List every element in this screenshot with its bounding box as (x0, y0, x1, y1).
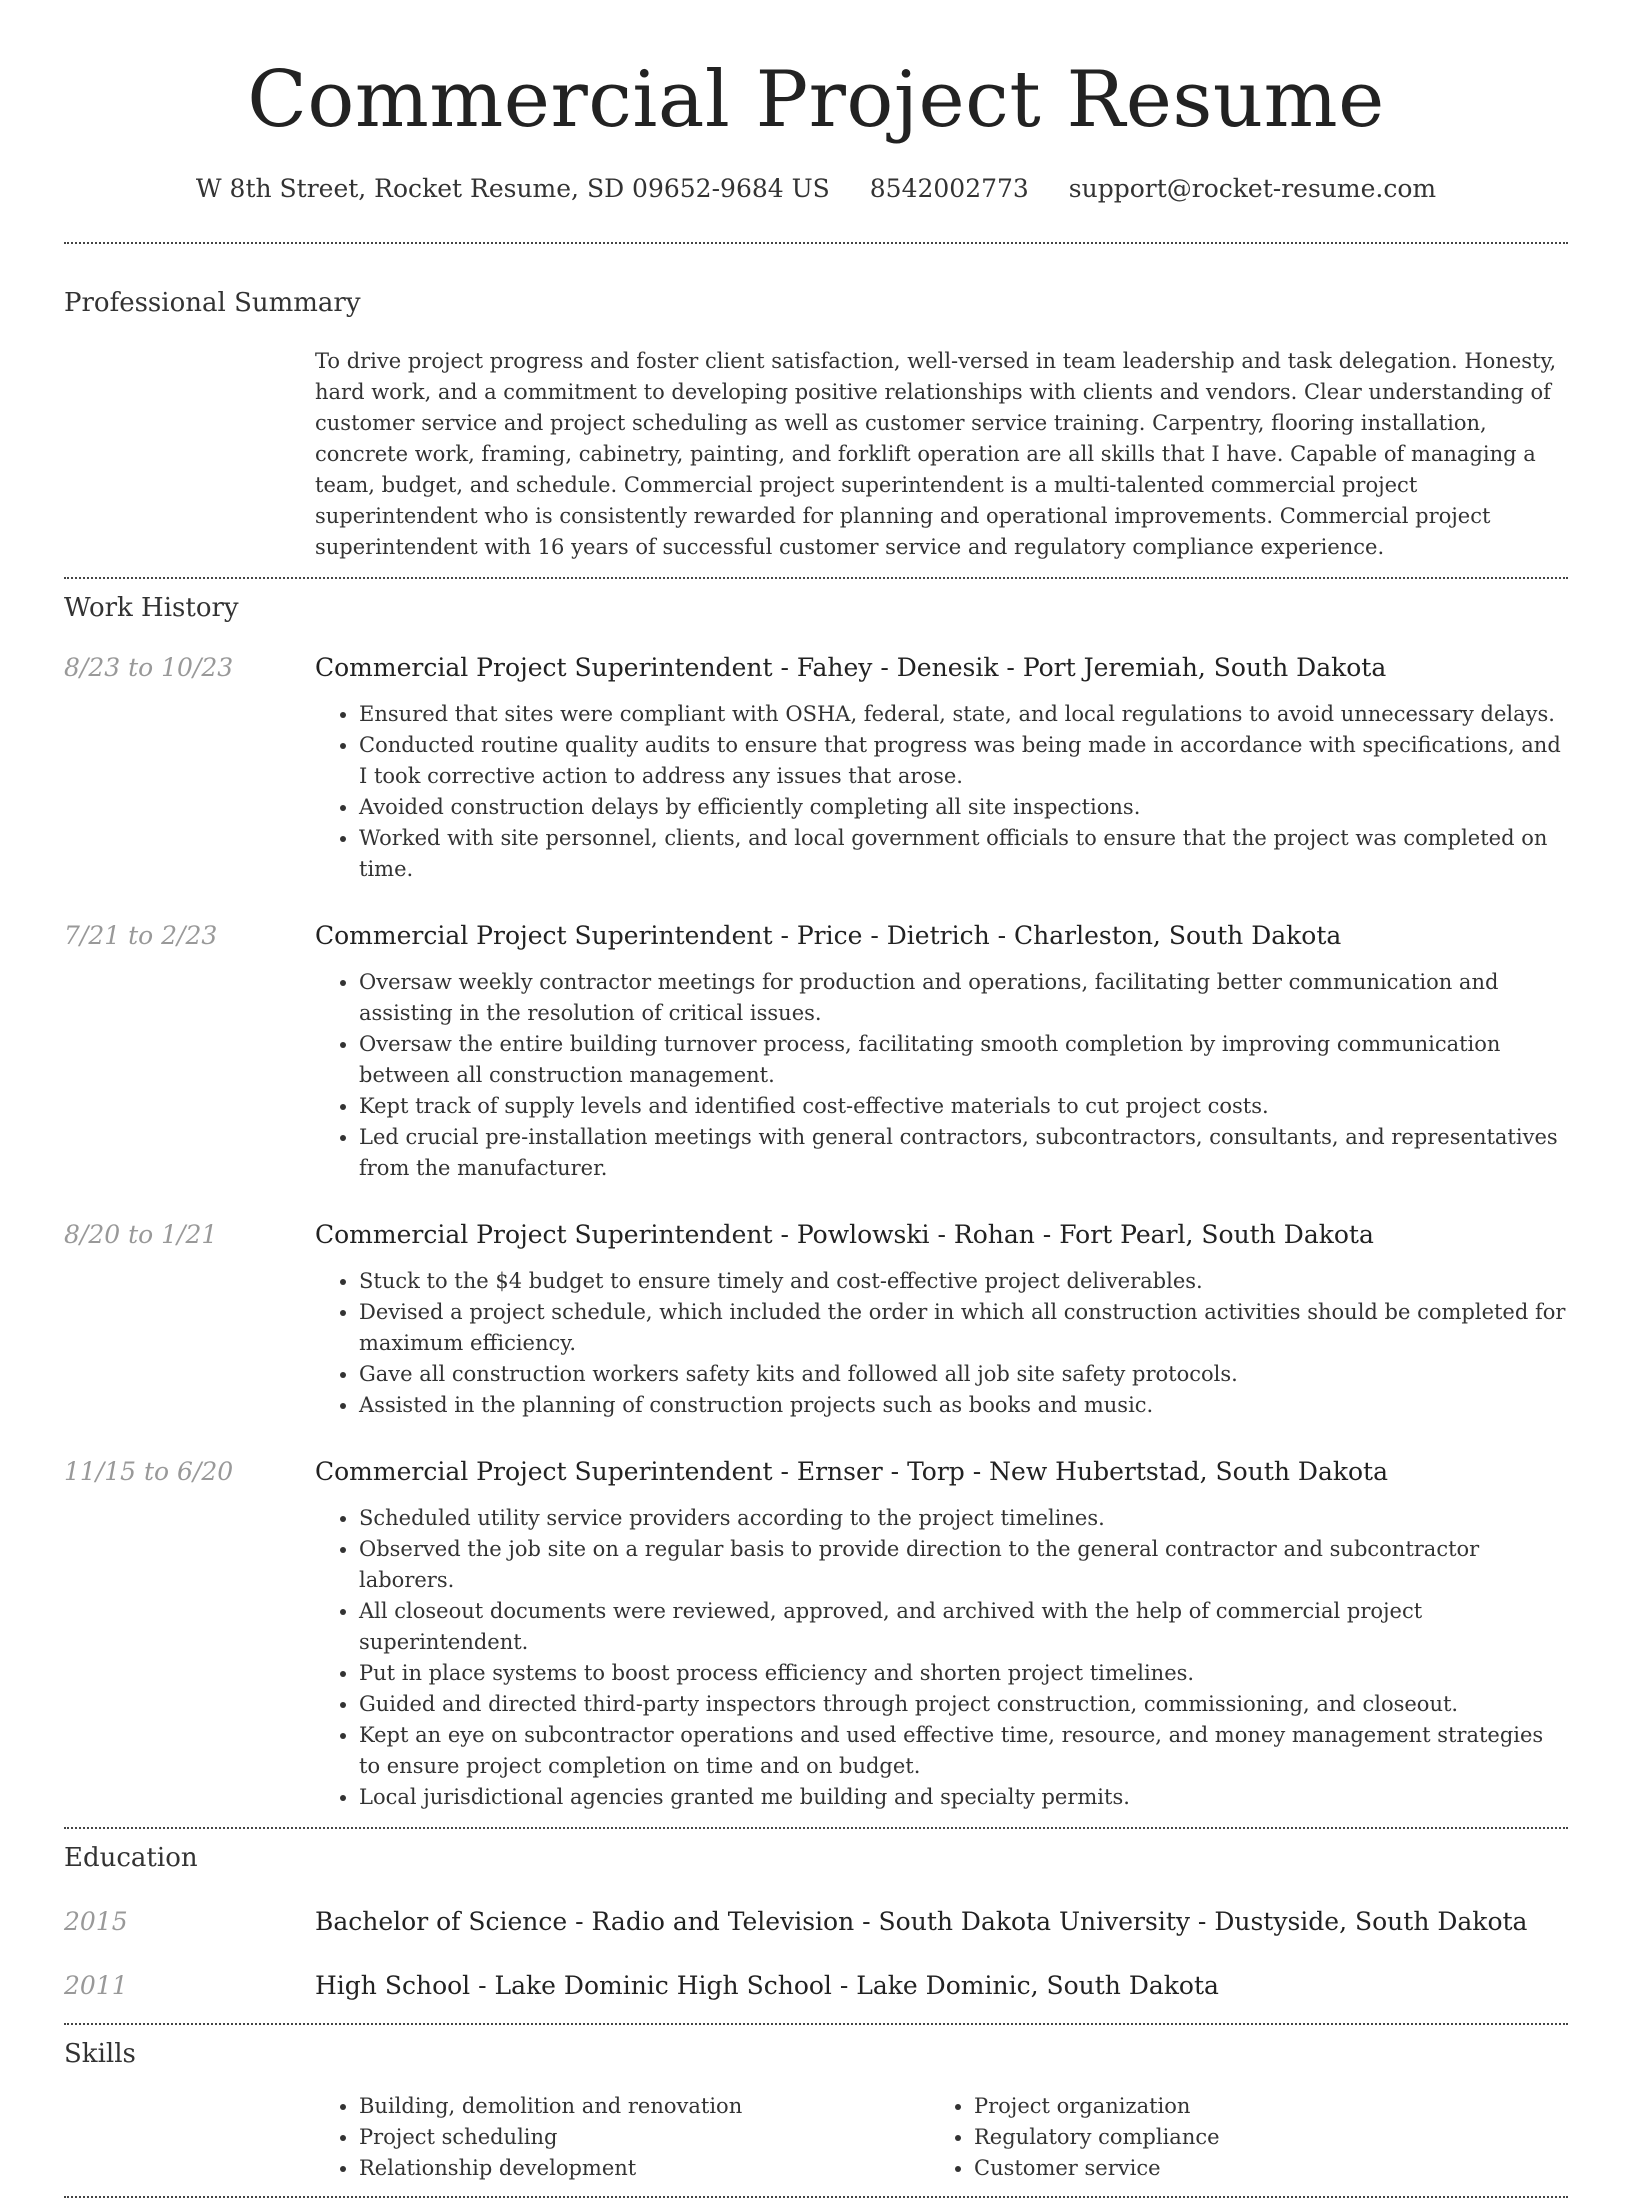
list-item: • Assisted in the planning of construction projects such as books and music. (359, 1390, 1568, 1421)
resume-name: Commercial Project Resume (247, 55, 1385, 145)
contact-email: support@rocket-resume.com (1068, 174, 1437, 203)
list-item: • Project organization (974, 2091, 1545, 2122)
list-item: • Put in place systems to boost process efficiency and shorten project timelines. (359, 1658, 1568, 1689)
list-item: • Conducted routine quality audits to ensure that progress was being made in accordance with specifications, and I took corrective action to address any issues that arose. (359, 730, 1568, 792)
education-date: 2015 (64, 1907, 128, 1936)
list-item: • Ensured that sites were compliant with OSHA, federal, state, and local regulations to avoid unnecessary delays. (359, 699, 1568, 730)
job-title: Commercial Project Superintendent - Powlowski - Rohan - Fort Pearl, South Dakota (315, 1220, 1374, 1249)
contact-phone: 8542002773 (869, 174, 1029, 203)
job-date: 8/23 to 10/23 (64, 653, 234, 682)
contact-address: W 8th Street, Rocket Resume, SD 09652-9684 US (195, 174, 830, 203)
summary-title: Professional Summary (64, 288, 361, 318)
list-item: • Worked with site personnel, clients, and local government officials to ensure that the project was completed on time. (359, 823, 1568, 885)
list-item: • Project scheduling (359, 2122, 930, 2153)
list-item: • Building, demolition and renovation (359, 2091, 930, 2122)
list-item: • Kept track of supply levels and identified cost-effective materials to cut project costs. (359, 1091, 1568, 1122)
list-item: • Relationship development (359, 2153, 930, 2184)
education-title: Education (64, 1843, 198, 1873)
work-title: Work History (64, 593, 239, 623)
job-entry (64, 651, 1568, 885)
job-date: 8/20 to 1/21 (64, 1220, 218, 1249)
job-bullets (315, 967, 1568, 1184)
skills-list-right (930, 2091, 1545, 2184)
job-title: Commercial Project Superintendent - Fahey - Denesik - Port Jeremiah, South Dakota (315, 653, 1387, 682)
list-item: • Devised a project schedule, which included the order in which all construction activities should be completed for maximum efficiency. (359, 1297, 1568, 1359)
education-title-line: Bachelor of Science - Radio and Television - South Dakota University - Dustyside, South Dakota (315, 1907, 1528, 1936)
job-title: Commercial Project Superintendent - Ernser - Torp - New Hubertstad, South Dakota (315, 1457, 1389, 1486)
list-item: • Customer service (974, 2153, 1545, 2184)
list-item: • Avoided construction delays by efficiently completing all site inspections. (359, 792, 1568, 823)
job-date: 7/21 to 2/23 (64, 921, 218, 950)
skills-list-left (315, 2091, 930, 2184)
list-item: • Scheduled utility service providers according to the project timelines. (359, 1503, 1568, 1534)
job-bullets (315, 699, 1568, 885)
summary-section (64, 244, 1568, 563)
job-date: 11/15 to 6/20 (64, 1457, 234, 1486)
list-item: • Local jurisdictional agencies granted me building and specialty permits. (359, 1782, 1568, 1813)
list-item: • Gave all construction workers safety kits and followed all job site safety protocols. (359, 1359, 1568, 1390)
job-bullets (315, 1266, 1568, 1421)
list-item: • Regulatory compliance (974, 2122, 1545, 2153)
list-item: • Guided and directed third-party inspectors through project construction, commissioning, and closeout. (359, 1689, 1568, 1720)
contact-line (64, 172, 1568, 206)
skills-grid (315, 2091, 1568, 2184)
list-item: • Observed the job site on a regular basis to provide direction to the general contractor and subcontractor laborers. (359, 1534, 1568, 1596)
job-entry (64, 1455, 1568, 1813)
list-item: • All closeout documents were reviewed, approved, and archived with the help of commercial project superintendent. (359, 1596, 1568, 1658)
education-entry (64, 1969, 1568, 2003)
job-entry (64, 1218, 1568, 1421)
education-section (64, 1829, 1568, 2003)
list-item: • Oversaw weekly contractor meetings for production and operations, facilitating better communication and assisting in the resolution of critical issues. (359, 967, 1568, 1029)
job-title: Commercial Project Superintendent - Price - Dietrich - Charleston, South Dakota (315, 921, 1342, 950)
work-section (64, 579, 1568, 1813)
list-item: • Oversaw the entire building turnover process, facilitating smooth completion by improving communication between all construction management. (359, 1029, 1568, 1091)
list-item: • Led crucial pre-installation meetings with general contractors, subcontractors, consultants, and representatives from the manufacturer. (359, 1122, 1568, 1184)
education-title-line: High School - Lake Dominic High School - Lake Dominic, South Dakota (315, 1971, 1219, 2000)
skills-section (64, 2025, 1568, 2184)
job-bullets (315, 1503, 1568, 1813)
list-item: • Stuck to the $4 budget to ensure timely and cost-effective project deliverables. (359, 1266, 1568, 1297)
job-entry (64, 919, 1568, 1184)
education-date: 2011 (64, 1971, 128, 2000)
summary-text: To drive project progress and foster client satisfaction, well-versed in team leadership and task delegation. Honesty, hard work, and a commitment to developing positive relationships with clients and vendors. Clear understanding of customer service and project scheduling as well as customer service training. Carpentry, flooring installation, concrete work, framing, cabinetry, painting, and forklift operation are all skills that I have. Capable of managing a team, budget, and schedule. Commercial project superintendent is a multi-talented commercial project superintendent who is consistently rewarded for planning and operational improvements. Commercial project superintendent with 16 years of successful customer service and regulatory compliance experience. (315, 349, 1557, 559)
education-entry (64, 1905, 1568, 1939)
list-item: • Kept an eye on subcontractor operations and used effective time, resource, and money management strategies to ensure project completion on time and on budget. (359, 1720, 1568, 1782)
skills-title: Skills (64, 2039, 136, 2069)
